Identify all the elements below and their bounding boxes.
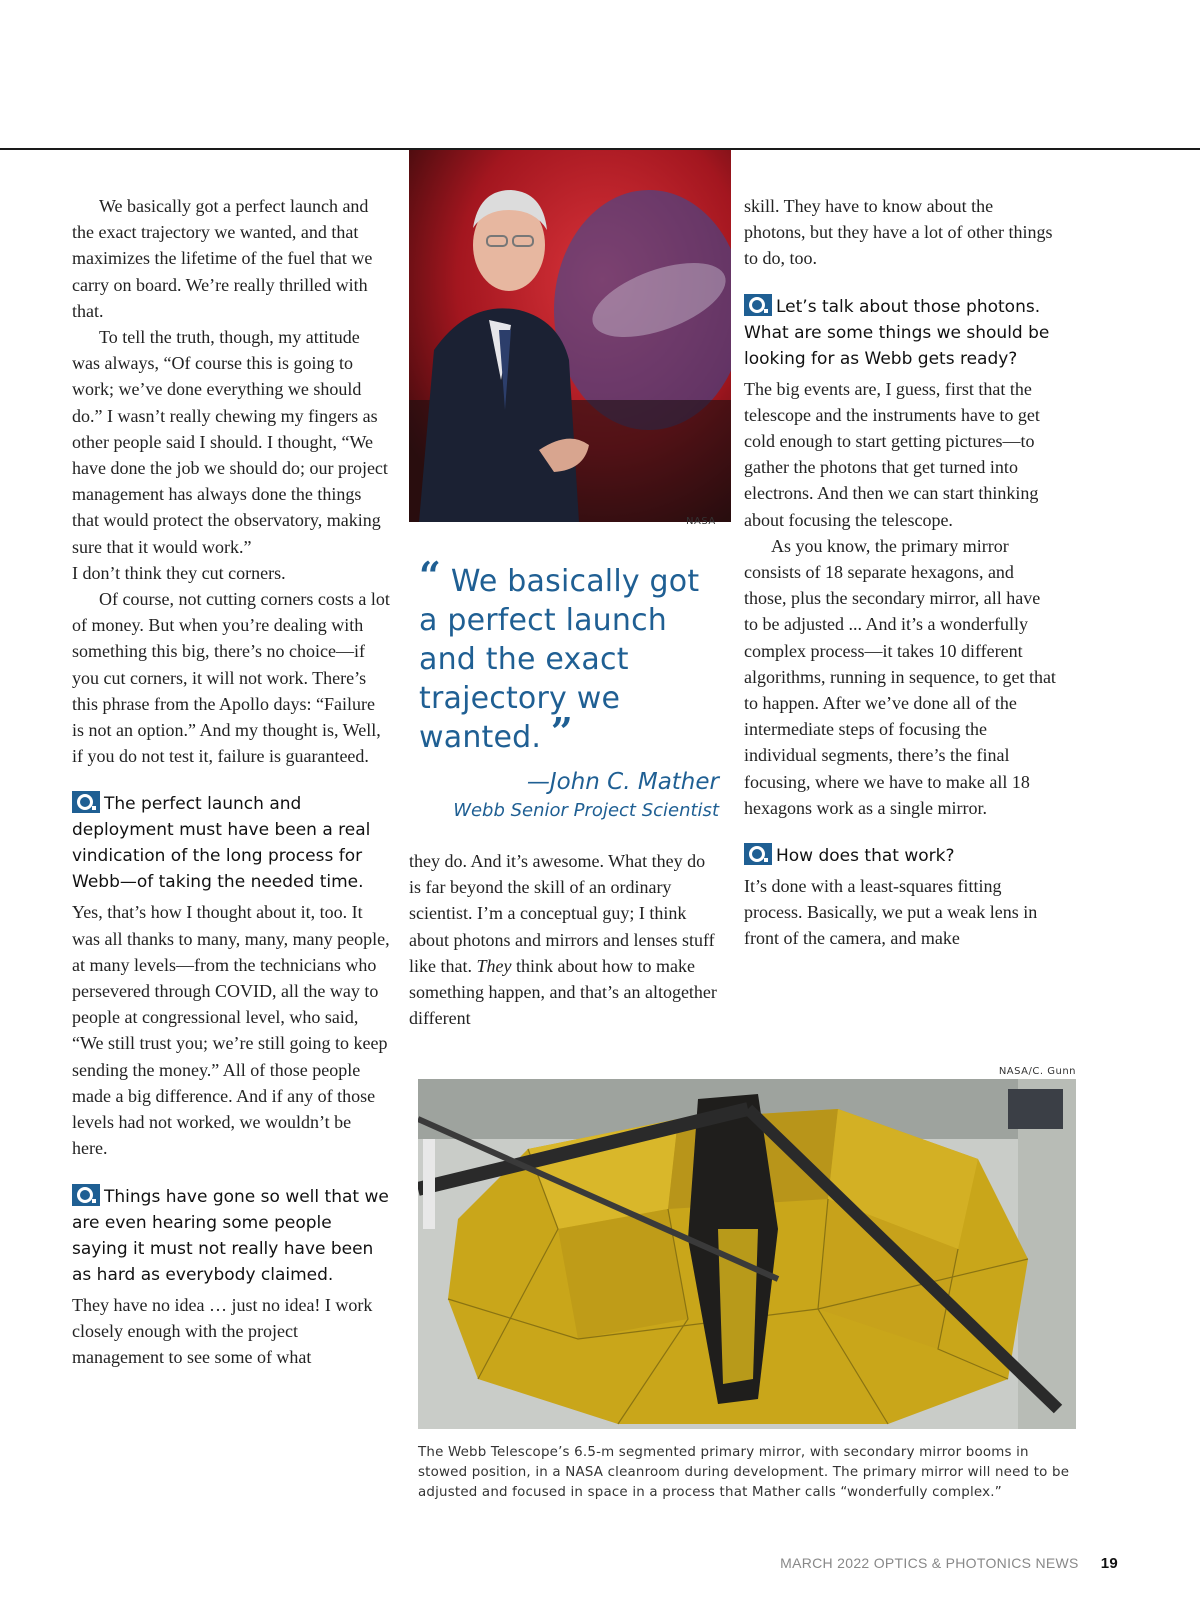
paragraph: skill. They have to know about the photons, but they have a lot of other things to do, too.	[744, 196, 1053, 269]
interview-question	[744, 843, 1056, 869]
paragraph: We basically got a perfect launch and the exact trajectory we wanted, and that maximizes the lifetime of the fuel that we carry on board. We’re really thrilled with that.	[72, 196, 373, 321]
interview-question	[72, 791, 390, 895]
paragraph: The big events are, I guess, first that the telescope and the instruments have to get cold enough to start getting pictures—to gather the photons that get turned into electrons. And then we can start thinking about focusing the telescope.	[744, 378, 1040, 530]
column-left	[72, 193, 390, 1370]
question-text: How does that work?	[776, 846, 955, 867]
mirror-illustration	[418, 1079, 1076, 1429]
interview-question	[744, 294, 1056, 372]
pull-quote	[419, 553, 719, 825]
question-text: Let’s talk about those photons. What are some things we should be looking for as Webb gets ready?	[744, 296, 1050, 369]
interview-question	[72, 1184, 390, 1288]
paragraph: I don’t think they cut corners.	[72, 562, 286, 583]
emphasis: They	[476, 955, 512, 976]
paragraph: They have no idea … just no idea! I work closely enough with the project management to see some of what	[72, 1294, 373, 1367]
open-quote-icon: “	[419, 553, 442, 598]
paragraph	[409, 848, 717, 1031]
pull-quote-body: We basically got a perfect launch and the exact trajectory we wanted.	[419, 564, 700, 755]
figure-credit: NASA/C. Gunn	[998, 1066, 1076, 1077]
attribution-role: Webb Senior Project Scientist	[453, 800, 719, 821]
column-right	[744, 193, 1056, 952]
mirror-photo	[418, 1079, 1076, 1429]
paragraph: Yes, that’s how I thought about it, too. It was all thanks to many, many, many people, at many levels—from the technicians who persevered through COVID, all the way to people at congressional level, who said, “We still trust you; we’re still going to keep sending the money.” All of those people made a big difference. And if any of those levels had not worked, we wouldn’t be here.	[72, 902, 390, 1159]
paragraph: As you know, the primary mirror consists of 18 separate hexagons, and those, plus the secondary mirror, all have to be adjusted ... And it’s a wonderfully complex process—it takes 10 different algorithms, running in sequence, to get that to happen. After we’ve done all of the intermediate steps of focusing the individual segments, there’s the final focusing, where we have to make all 18 hexagons work as a single mirror.	[744, 535, 1056, 818]
figure-caption: The Webb Telescope’s 6.5-m segmented primary mirror, with secondary mirror booms in stowed position, in a NASA cleanroom during development. The primary mirror will need to be adjusted and focused in space in a process that Mather calls “wonderfully complex.”	[418, 1445, 1070, 1500]
text-run: they do. And it’s awesome. What they do is far beyond the skill of an ordinary scientist. I’m a conceptual guy; I think about photons and mirrors and lenses stuff like that.	[409, 851, 715, 976]
text-run: think about how to make something happen, and that’s an altogether different	[409, 955, 717, 1029]
paragraph: Of course, not cutting corners costs a lot of money. But when you’re dealing with something this big, there’s no choice—if you cut corners, it will not work. There’s this phrase from the Apollo days: “Failure is not an option.” And my thought is, Well, if you do not test it, failure is guaranteed.	[72, 589, 390, 767]
question-text: The perfect launch and deployment must have been a real vindication of the long process for Webb—of taking the needed time.	[72, 794, 371, 893]
portrait-illustration	[409, 150, 731, 522]
page-footer	[780, 1555, 1118, 1572]
photo-credit: NASA	[686, 516, 716, 527]
paragraph: It’s done with a least-squares fitting process. Basically, we put a weak lens in front of the camera, and make	[744, 876, 1038, 949]
q-badge-icon	[72, 791, 100, 813]
q-badge-icon	[744, 294, 772, 316]
issue-label: MARCH 2022 OPTICS & PHOTONICS NEWS	[780, 1555, 1079, 1571]
q-badge-icon	[72, 1184, 100, 1206]
paragraph: To tell the truth, though, my attitude was always, “Of course this is going to work; we’ve done everything we should do.” I wasn’t really chewing my fingers as other people said I should. I thought, “We have done the job we should do; our project management has always done the things that would protect the observatory, making sure that it would work.”	[72, 327, 388, 557]
close-quote-icon: ”	[550, 709, 573, 754]
pull-quote-text	[419, 553, 719, 757]
attribution-name: —John C. Mather	[526, 769, 719, 795]
question-text: Things have gone so well that we are even hearing some people saying it must not really have been as hard as everybody claimed.	[72, 1186, 389, 1285]
q-badge-icon	[744, 843, 772, 865]
portrait-photo	[409, 150, 731, 522]
column-middle	[409, 848, 717, 1031]
page-number: 19	[1100, 1555, 1118, 1572]
